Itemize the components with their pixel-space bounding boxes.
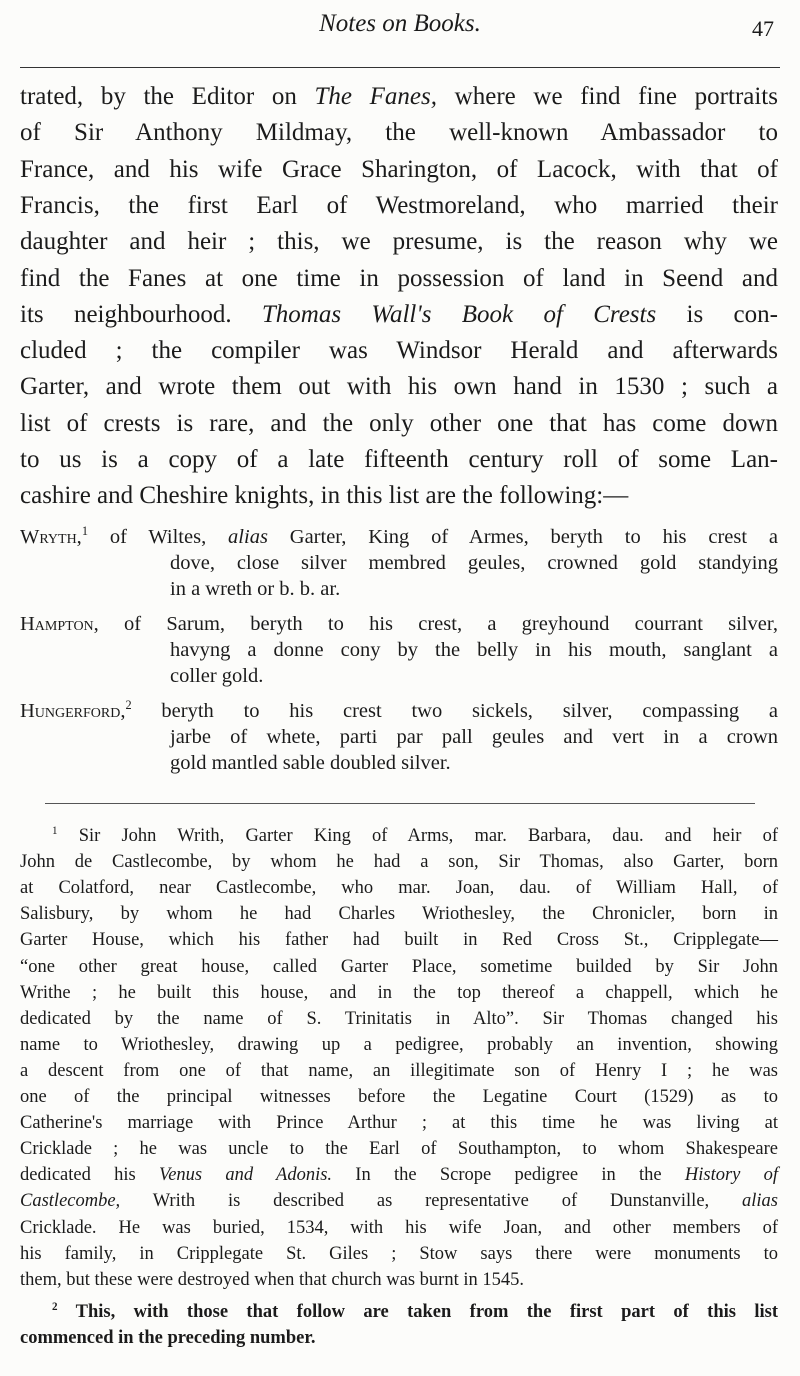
italic-text: Castlecombe, <box>20 1191 121 1212</box>
text-segment: Salisbury, by whom he had Charles Wriothesley, the Chronicler, born in <box>20 904 778 925</box>
body-line <box>20 156 778 184</box>
text-segment: beryth to his crest two sickels, silver, compassing a <box>131 700 778 722</box>
text-segment: a descent from one of that name, an illegitimate son of Henry I ; he was <box>20 1060 778 1081</box>
text-segment: jarbe of whete, parti par pall geules and vert in a crown <box>170 726 778 748</box>
entry-line <box>20 526 778 549</box>
body-line <box>20 119 778 147</box>
footnote-rule <box>45 803 755 804</box>
footnote-line <box>20 1218 778 1239</box>
text-segment: of Sarum, beryth to his crest, a greyhound courrant silver, <box>98 613 778 635</box>
text-segment: daughter and heir ; this, we presume, is the reason why we <box>20 228 778 256</box>
text-segment: This, with those that follow are taken from the first part of this list <box>75 1302 778 1322</box>
body-line <box>20 228 778 256</box>
body-line <box>20 482 778 510</box>
footnote-line <box>52 826 778 847</box>
body-line <box>20 373 778 401</box>
footnote-line <box>20 878 778 899</box>
footnote-line <box>20 904 778 925</box>
text-segment: at Colatford, near Castlecombe, who mar. Joan, dau. of William Hall, of <box>20 878 778 899</box>
entry-line <box>170 552 778 575</box>
text-segment: trated, by the Editor on <box>20 83 315 110</box>
footnote-line <box>20 1113 778 1134</box>
text-segment: Garter, King of Armes, beryth to his crest a <box>267 526 778 548</box>
body-line <box>20 192 778 220</box>
italic-text: alias <box>742 1191 778 1212</box>
text-segment: of Wiltes, <box>87 526 229 548</box>
footnote-ref: 1 <box>81 524 88 539</box>
page-number: 47 <box>752 16 774 41</box>
running-title: Notes on Books. <box>319 10 481 37</box>
entry-name: Wryth, <box>20 526 82 548</box>
footnote-line <box>20 930 778 951</box>
text-segment: coller gold. <box>170 665 264 687</box>
text-segment: Cricklade. He was buried, 1534, with his wife Joan, and other members of <box>20 1217 778 1238</box>
italic-text: alias <box>228 526 268 548</box>
text-segment: name to Wriothesley, drawing up a pedigree, probably an invention, showing <box>20 1034 778 1055</box>
body-line <box>20 337 778 365</box>
text-segment: find the Fanes at one time in possession of land in Seend and <box>20 264 778 292</box>
header-rule <box>20 67 780 68</box>
text-segment: Writhe ; he built this house, and in the top thereof a chappell, which he <box>20 982 778 1003</box>
text-segment: his family, in Cripplegate St. Giles ; Stow says there were monuments to <box>20 1243 778 1264</box>
footnote-line <box>20 1061 778 1082</box>
text-segment: Cricklade ; he was uncle to the Earl of Southampton, to whom Shakespeare <box>20 1139 778 1160</box>
body-line <box>20 301 778 329</box>
footnote-line <box>20 957 778 978</box>
entry-line <box>20 613 778 636</box>
text-segment: to us is a copy of a late fifteenth century roll of some Lan- <box>20 446 778 473</box>
text-segment: Garter House, which his father had built in Red Cross St., Cripplegate— <box>20 930 778 951</box>
entry-line <box>170 665 778 688</box>
entry-name: Hampton, <box>20 613 99 635</box>
footnote-ref: 2 <box>125 698 132 713</box>
footnote-line <box>20 1270 778 1291</box>
text-segment: Catherine's marriage with Prince Arthur ; at this time he was living at <box>20 1113 778 1134</box>
body-line <box>20 410 778 438</box>
text-segment: is con- <box>656 300 778 328</box>
footnote-line <box>20 983 778 1004</box>
entry-line <box>20 700 778 723</box>
text-segment: gold mantled sable doubled silver. <box>170 752 451 774</box>
italic-text: History of <box>684 1165 779 1186</box>
text-segment: “one other great house, called Garter Place, sometime builded by Sir John <box>20 956 778 977</box>
footnote-line <box>20 1165 778 1186</box>
italic-text: The Fanes, <box>314 83 438 110</box>
entry-line <box>170 639 778 662</box>
body-line <box>20 83 778 111</box>
entry-line <box>170 752 778 775</box>
text-segment: Garter, and wrote them out with his own hand in 1530 ; such a <box>20 373 778 401</box>
text-segment: dove, close silver membred geules, crowned gold standying <box>170 552 778 574</box>
footnote-line <box>52 1302 778 1323</box>
text-segment: cashire and Cheshire knights, in this list are the following:— <box>20 482 629 510</box>
text-segment: in a wreth or b. b. ar. <box>170 578 341 600</box>
footnote-marker: 2 <box>52 1300 58 1313</box>
italic-text: Thomas Wall's Book of Crests <box>261 300 657 328</box>
footnote-line <box>20 1139 778 1160</box>
footnote-line <box>20 1244 778 1265</box>
text-segment: of Sir Anthony Mildmay, the well-known Ambassador to <box>20 119 778 147</box>
text-segment: list of crests is rare, and the only other one that has come down <box>20 409 778 437</box>
text-segment: Writh is described as representative of Dunstanville, <box>120 1191 743 1212</box>
footnote-line <box>20 852 778 873</box>
text-segment: dedicated his <box>20 1165 159 1186</box>
entry-name: Hungerford, <box>20 700 126 722</box>
text-segment: havyng a donne cony by the belly in his mouth, sanglant a <box>170 639 778 661</box>
footnote-line <box>20 1328 778 1349</box>
text-segment: In the Scrope pedigree in the <box>332 1165 685 1186</box>
italic-text: Venus and Adonis. <box>158 1165 333 1186</box>
entry-line <box>170 578 778 601</box>
text-segment: one of the principal witnesses before the Legatine Court (1529) as to <box>20 1087 778 1107</box>
footnote-line <box>20 1009 778 1030</box>
text-segment: its neighbourhood. <box>20 300 262 328</box>
text-segment: them, but these were destroyed when that church was burnt in 1545. <box>20 1269 524 1290</box>
text-segment: John de Castlecombe, by whom he had a son, Sir Thomas, also Garter, born <box>20 852 778 873</box>
footnote-marker: 1 <box>52 824 58 837</box>
text-segment: France, and his wife Grace Sharington, of Lacock, with that of <box>20 155 778 183</box>
footnote-line <box>20 1035 778 1056</box>
text-segment: cluded ; the compiler was Windsor Herald and afterwards <box>20 337 778 365</box>
body-line <box>20 446 778 474</box>
entry-line <box>170 726 778 749</box>
text-segment: Francis, the first Earl of Westmoreland, who married their <box>20 191 778 219</box>
text-segment: where we find fine portraits <box>437 83 778 110</box>
text-segment: dedicated by the name of S. Trinitatis in Alto”. Sir Thomas changed his <box>20 1008 778 1029</box>
footnote-line <box>20 1191 778 1212</box>
body-line <box>20 265 778 293</box>
text-segment: Sir John Writh, Garter King of Arms, mar. Barbara, dau. and heir of <box>78 826 779 846</box>
footnote-line <box>20 1087 778 1108</box>
text-segment: commenced in the preceding number. <box>20 1328 316 1349</box>
